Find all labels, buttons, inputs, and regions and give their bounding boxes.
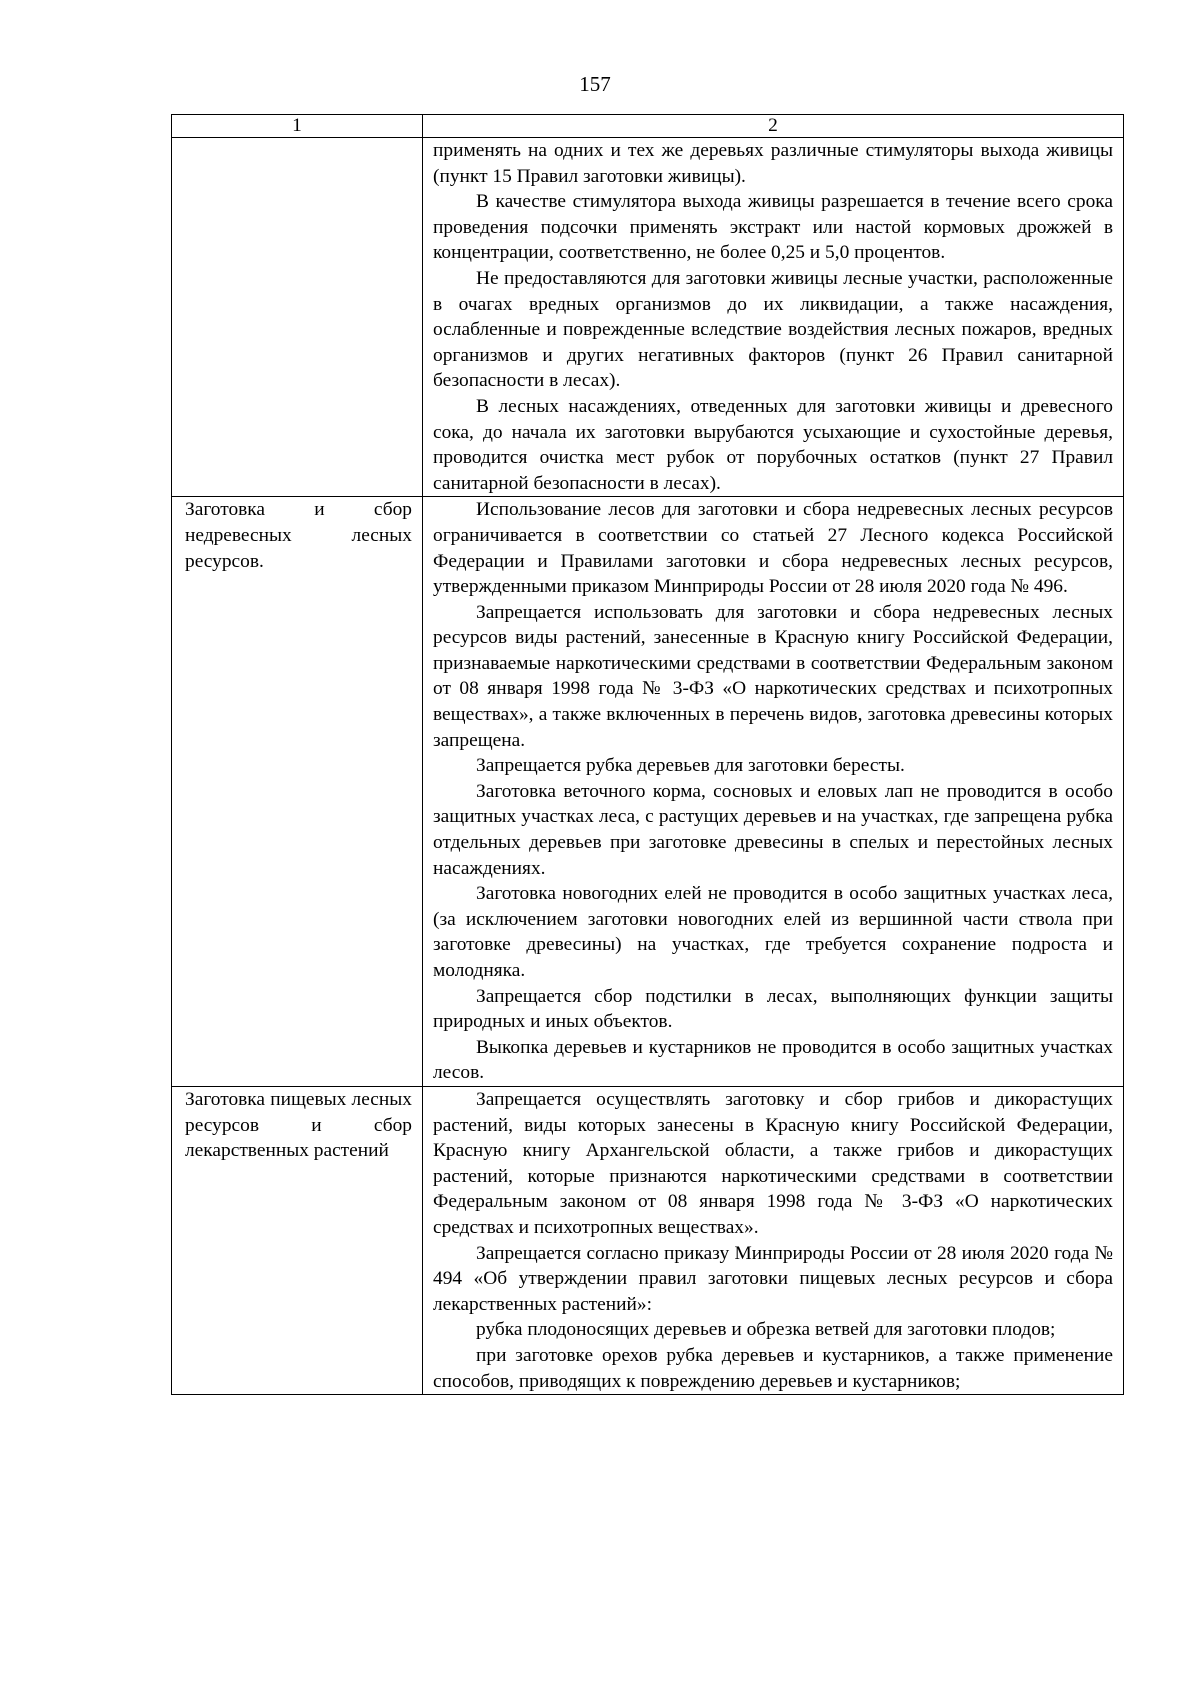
content-paragraph: при заготовке орехов рубка деревьев и кустарников, а также применение способов, приводящих к повреждению деревьев и кустарников; — [433, 1344, 1113, 1392]
content-paragraph: Запрещается рубка деревьев для заготовки бересты. — [476, 755, 905, 777]
column-header-2: 2 — [423, 115, 1124, 138]
row-content-cell — [423, 138, 1124, 497]
content-paragraph: Запрещается согласно приказу Минприроды России от 28 июля 2020 года № 494 «Об утверждении правил заготовки пищевых лесных ресурсов и сбора лекарственных растений»: — [433, 1242, 1113, 1315]
row-category-cell: Заготовка и сбор недревесных лесных ресурсов. — [172, 497, 423, 1087]
row-content-cell — [423, 497, 1124, 1087]
content-paragraph: Использование лесов для заготовки и сбора недревесных лесных ресурсов ограничивается в соответствии со статьей 27 Лесного кодекса Российской Федерации и Правилами заготовки и сбора недревесных лесных ресурсов, утвержденными приказом Минприроды России от 28 июля 2020 года № 496. — [433, 499, 1113, 598]
table-row — [172, 138, 1124, 497]
content-paragraph: Выкопка деревьев и кустарников не проводится в особо защитных участках лесов. — [433, 1036, 1113, 1084]
table-row — [172, 497, 1124, 1087]
column-header-1: 1 — [172, 115, 423, 138]
table-row — [172, 1086, 1124, 1394]
regulations-table — [171, 114, 1124, 1395]
content-paragraph: В качестве стимулятора выхода живицы разрешается в течение всего срока проведения подсочки применять экстракт или настой кормовых дрожжей в концентрации, соответственно, не более 0,25 и 5,0 процентов. — [433, 191, 1113, 264]
content-paragraph: применять на одних и тех же деревьях различные стимуляторы выхода живицы (пункт 15 Правил заготовки живицы). — [433, 140, 1113, 187]
content-paragraph: Запрещается использовать для заготовки и сбора недревесных лесных ресурсов виды растений, занесенные в Красную книгу Российской Федерации, признаваемые наркотическими средствами в соответствии Федеральным законом от 08 января 1998 года № 3-ФЗ «О наркотических средствах и психотропных веществах», а также включенных в перечень видов, заготовка древесины которых запрещена. — [433, 601, 1113, 751]
content-paragraph: Заготовка веточного корма, сосновых и еловых лап не проводится в особо защитных участках леса, с растущих деревьев и на участках, где запрещена рубка отдельных деревьев при заготовке древесины в спелых и перестойных лесных насаждениях. — [433, 780, 1113, 879]
content-paragraph: Не предоставляются для заготовки живицы лесные участки, расположенные в очагах вредных организмов до их ликвидации, а также насаждения, ослабленные и поврежденные вследствие воздействия лесных пожаров, вредных организмов и других негативных факторов (пункт 26 Правил санитарной безопасности в лесах). — [433, 267, 1113, 392]
content-paragraph: Запрещается сбор подстилки в лесах, выполняющих функции защиты природных и иных объектов. — [433, 985, 1113, 1033]
content-paragraph: рубка плодоносящих деревьев и обрезка ветвей для заготовки плодов; — [476, 1319, 1056, 1341]
table-header-row — [172, 115, 1124, 138]
row-category-cell — [172, 138, 423, 497]
content-paragraph: Заготовка новогодних елей не проводится в особо защитных участках леса, (за исключением заготовки новогодних елей из вершинной части ствола при заготовке древесины) на участках, где требуется сохранение подроста и молодняка. — [433, 883, 1113, 981]
row-category-cell: Заготовка пищевых лесных ресурсов и сбор лекарственных растений — [172, 1086, 423, 1394]
content-paragraph: Запрещается осуществлять заготовку и сбор грибов и дикорастущих растений, виды которых занесены в Красную книгу Российской Федерации, Красную книгу Архангельской области, а также грибов и дикорастущих растений, которые признаются наркотическими средствами в соответствии Федеральным законом от 08 января 1998 года № 3-ФЗ «О наркотических средствах и психотропных веществах». — [433, 1088, 1113, 1238]
content-paragraph: В лесных насаждениях, отведенных для заготовки живицы и древесного сока, до начала их заготовки вырубаются усыхающие и сухостойные деревья, проводится очистка мест рубок от порубочных остатков (пункт 27 Правил санитарной безопасности в лесах). — [433, 395, 1113, 494]
page-number: 157 — [579, 72, 611, 96]
row-content-cell — [423, 1086, 1124, 1394]
